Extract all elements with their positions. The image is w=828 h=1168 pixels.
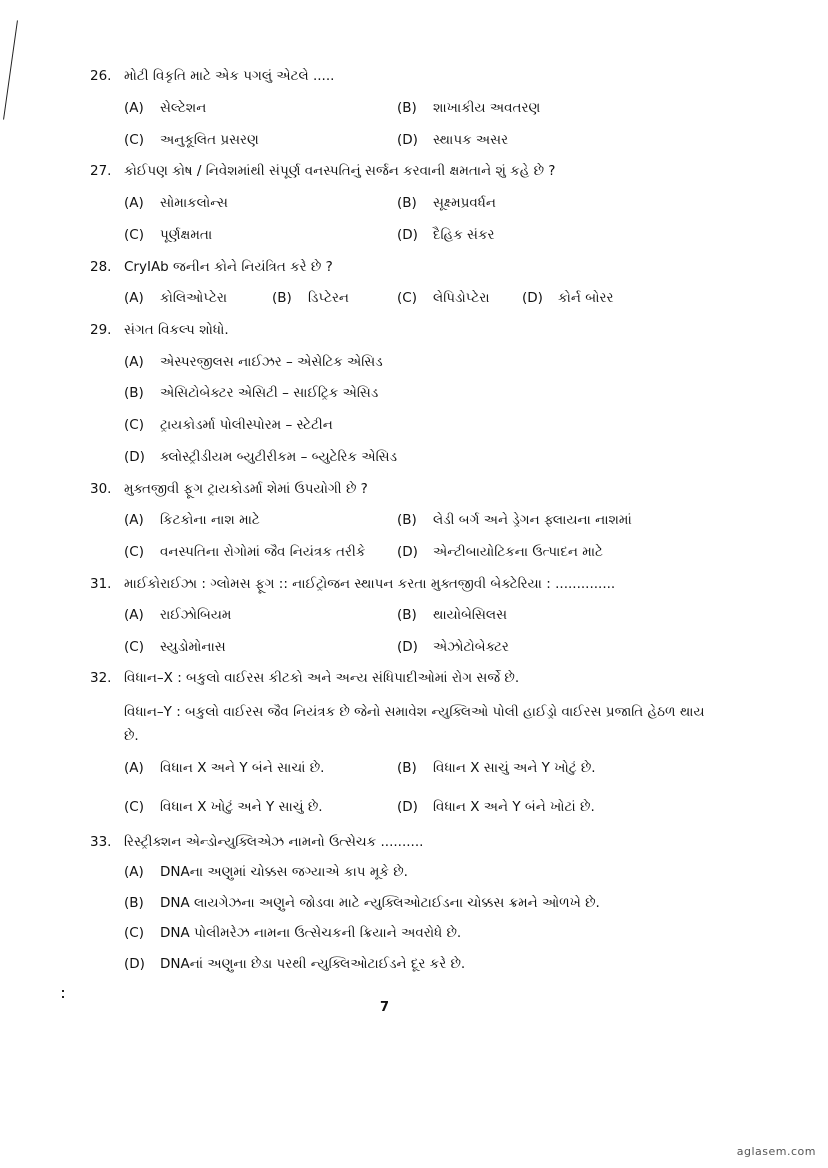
question-text: સંગત વિકલ્પ શોધો. — [124, 322, 229, 338]
option-text: દૈહિક સંકર — [433, 227, 495, 243]
option-30-d[interactable] — [397, 544, 603, 560]
option-31-d[interactable] — [397, 639, 509, 655]
option-label: (C) — [124, 417, 144, 433]
option-28-c[interactable] — [397, 290, 490, 306]
option-32-a[interactable] — [124, 760, 324, 776]
option-label: (A) — [124, 100, 144, 116]
option-text: વિધાન X સાચું અને Y ખોટું છે. — [433, 760, 596, 776]
question-32 — [90, 670, 519, 686]
option-text: DNA લાયગેઝના અણુને જોડવા માટે ન્યુક્લિઓટાઈડના ચોક્કસ ક્રમને ઓળખે છે. — [160, 895, 600, 911]
question-text: કોઈપણ કોષ / નિવેશમાંથી સંપૂર્ણ વનસ્પતિનું સર્જન કરવાની ક્ષમતાને શું કહે છે ? — [124, 163, 556, 179]
option-26-a[interactable] — [124, 100, 206, 116]
question-number: 28. — [90, 259, 112, 275]
option-30-c[interactable] — [124, 544, 365, 560]
option-27-d[interactable] — [397, 227, 494, 243]
scan-mark — [62, 990, 64, 992]
option-label: (C) — [124, 227, 144, 243]
option-28-d[interactable] — [522, 290, 613, 306]
option-28-a[interactable] — [124, 290, 227, 306]
option-text: થાયોબેસિલસ — [433, 607, 508, 623]
option-text: ડિપ્ટેરન — [308, 290, 349, 306]
question-number: 33. — [90, 834, 112, 850]
option-28-b[interactable] — [272, 290, 349, 306]
option-text: ક્લોસ્ટ્રીડીયમ બ્યુટીરીકમ – બ્યુટેરિક એસિડ — [160, 449, 397, 465]
option-29-d[interactable] — [124, 449, 397, 465]
option-text: એઝોટોબેક્ટર — [433, 639, 509, 655]
option-31-a[interactable] — [124, 607, 231, 623]
option-label: (A) — [124, 864, 144, 880]
question-28 — [90, 259, 333, 275]
option-27-c[interactable] — [124, 227, 212, 243]
question-number: 32. — [90, 670, 112, 686]
option-text: શાખાકીય અવતરણ — [433, 100, 541, 116]
option-label: (B) — [397, 607, 417, 623]
option-label: (D) — [397, 639, 418, 655]
option-label: (C) — [124, 544, 144, 560]
question-number: 26. — [90, 68, 112, 84]
option-label: (C) — [124, 925, 144, 941]
option-label: (A) — [124, 290, 144, 306]
option-text: સ્યુડોમોનાસ — [160, 639, 226, 655]
option-label: (D) — [522, 290, 543, 306]
question-text: માઈકોરાઈઝા : ગ્લોમસ ફૂગ :: નાઈટ્રોજન સ્થાપન કરતા મુક્તજીવી બેક્ટેરિયા : .............. — [124, 576, 616, 592]
option-text: ટ્રાયકોડર્મા પોલીસ્પોરમ – સ્ટેટીન — [160, 417, 333, 433]
option-31-b[interactable] — [397, 607, 507, 623]
option-text: વનસ્પતિના રોગોમાં જૈવ નિયંત્રક તરીકે — [160, 544, 366, 560]
statement-y: વિધાન–Y : બકુલો વાઈરસ જૈવ નિયંત્રક છે જેનો સમાવેશ ન્યુક્લિઓ પોલી હાઈડ્રો વાઈરસ પ્રજાતિ હેઠળ થાય છે. — [124, 704, 705, 744]
question-text: રિસ્ટ્રીક્શન એન્ડોન્યુક્લિએઝ નામનો ઉત્સેચક .......... — [124, 834, 424, 850]
question-26 — [90, 68, 334, 84]
option-label: (C) — [124, 132, 144, 148]
scan-margin-line — [3, 20, 18, 119]
option-label: (B) — [124, 895, 144, 911]
footer-watermark[interactable]: aglasem.com — [736, 1145, 816, 1158]
option-text: રાઈઝોબિયમ — [160, 607, 232, 623]
option-text: એસ્પરજીલસ નાઈઝર – એસેટિક એસિડ — [160, 354, 383, 370]
option-label: (C) — [124, 639, 144, 655]
question-text: વિધાન–X : બકુલો વાઈરસ કીટકો અને અન્ય સંધિપાદીઓમાં રોગ સર્જે છે. — [124, 670, 520, 686]
question-text: મુક્તજીવી ફૂગ ટ્રાયકોડર્મા શેમાં ઉપયોગી છે ? — [124, 481, 368, 497]
option-label: (A) — [124, 607, 144, 623]
option-30-a[interactable] — [124, 512, 260, 528]
option-label: (B) — [397, 195, 417, 211]
question-number: 30. — [90, 481, 112, 497]
option-text: DNAનાં અણુના છેડા પરથી ન્યુક્લિઓટાઈડને દૂર કરે છે. — [160, 956, 466, 972]
option-label: (A) — [124, 195, 144, 211]
question-number: 27. — [90, 163, 112, 179]
option-text: સેલ્ટેશન — [160, 100, 207, 116]
question-33 — [90, 834, 423, 850]
question-number: 31. — [90, 576, 112, 592]
option-label: (C) — [124, 799, 144, 815]
option-33-d[interactable] — [124, 956, 465, 972]
option-label: (B) — [272, 290, 292, 306]
option-text: સ્થાપક અસર — [433, 132, 509, 148]
option-text: કિટકોના નાશ માટે — [160, 512, 260, 528]
question-29 — [90, 322, 229, 338]
option-text: લેડી બર્ગ અને ડ્રેગન ફ્લાયના નાશમાં — [433, 512, 632, 528]
question-30 — [90, 481, 368, 497]
page-number: 7 — [380, 1000, 390, 1015]
question-number: 29. — [90, 322, 112, 338]
option-30-b[interactable] — [397, 512, 632, 528]
option-33-a[interactable] — [124, 864, 408, 880]
option-text: સૂક્ષ્મપ્રવર્ધન — [433, 195, 496, 211]
option-text: સોમાકલોન્સ — [160, 195, 228, 211]
option-text: અનુકૂલિત પ્રસરણ — [160, 132, 259, 148]
option-label: (D) — [397, 799, 418, 815]
option-text: વિધાન X અને Y બંને ખોટાં છે. — [433, 799, 595, 815]
option-label: (A) — [124, 512, 144, 528]
option-text: પૂર્ણક્ષમતા — [160, 227, 213, 243]
option-text: વિધાન X અને Y બંને સાચાં છે. — [160, 760, 325, 776]
option-27-b[interactable] — [397, 195, 496, 211]
option-label: (D) — [397, 227, 418, 243]
option-29-a[interactable] — [124, 354, 383, 370]
option-33-b[interactable] — [124, 895, 600, 911]
option-33-c[interactable] — [124, 925, 461, 941]
option-label: (C) — [397, 290, 417, 306]
option-label: (D) — [397, 132, 418, 148]
option-29-c[interactable] — [124, 417, 333, 433]
scan-mark — [62, 996, 64, 998]
option-label: (D) — [397, 544, 418, 560]
option-text: વિધાન X ખોટું અને Y સાચું છે. — [160, 799, 323, 815]
option-text: એસિટોબેક્ટર એસિટી – સાઈટ્રિક એસિડ — [160, 385, 379, 401]
option-27-a[interactable] — [124, 195, 228, 211]
option-label: (A) — [124, 760, 144, 776]
option-label: (B) — [397, 100, 417, 116]
option-label: (B) — [397, 512, 417, 528]
option-text: કોર્ન બોરર — [558, 290, 614, 306]
option-label: (A) — [124, 354, 144, 370]
option-text: લેપિડોપ્ટેરા — [433, 290, 490, 306]
question-text: મોટી વિકૃતિ માટે એક પગલું એટલે ..... — [124, 68, 335, 84]
question-27 — [90, 163, 555, 179]
option-label: (B) — [124, 385, 144, 401]
question-31 — [90, 576, 615, 592]
option-text: DNAના અણુમાં ચોક્કસ જગ્યાએ કાપ મૂકે છે. — [160, 864, 408, 880]
option-26-d[interactable] — [397, 132, 508, 148]
question-text: CryIAb જનીન કોને નિયંત્રિત કરે છે ? — [124, 259, 333, 275]
option-text: કોલિઓપ્ટેરા — [160, 290, 228, 306]
option-32-c[interactable] — [124, 799, 323, 815]
option-32-d[interactable] — [397, 799, 595, 815]
option-26-c[interactable] — [124, 132, 259, 148]
option-text: DNA પોલીમરેઝ નામના ઉત્સેચકની ક્રિયાને અવરોધે છે. — [160, 925, 462, 941]
option-29-b[interactable] — [124, 385, 378, 401]
option-26-b[interactable] — [397, 100, 540, 116]
option-31-c[interactable] — [124, 639, 226, 655]
option-text: એન્ટીબાયોટિકના ઉત્પાદન માટે — [433, 544, 603, 560]
option-label: (D) — [124, 956, 145, 972]
option-label: (B) — [397, 760, 417, 776]
option-32-b[interactable] — [397, 760, 596, 776]
option-label: (D) — [124, 449, 145, 465]
